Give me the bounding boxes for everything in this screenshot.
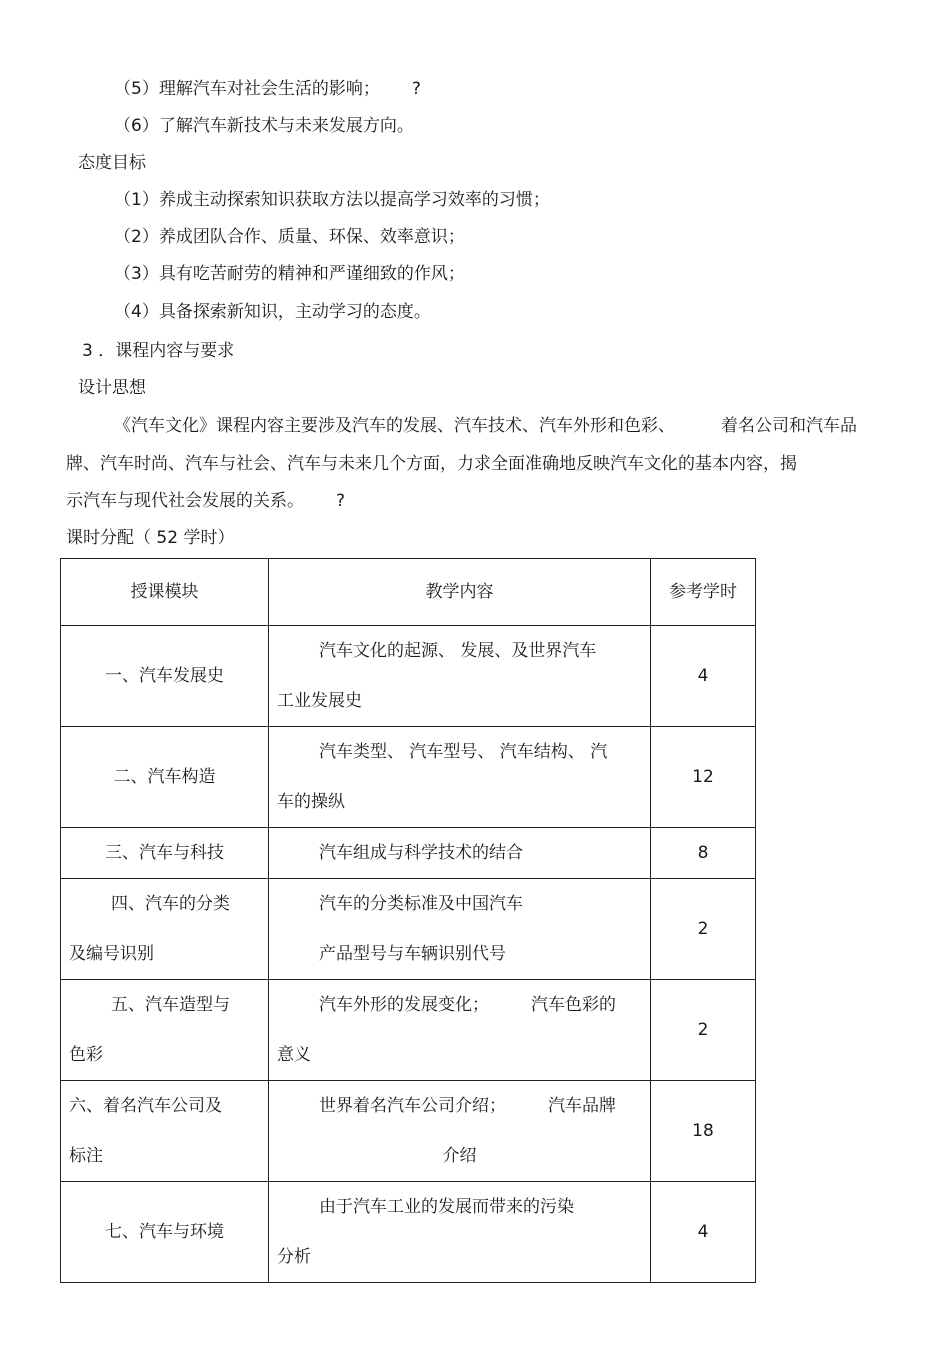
module-cell: 七、汽车与环境 xyxy=(61,1182,269,1283)
module-cell: 五、汽车造型与 色彩 xyxy=(61,980,269,1081)
hours-cell: 18 xyxy=(651,1081,756,1182)
table-row xyxy=(61,727,756,828)
hours-cell: 2 xyxy=(651,980,756,1081)
table-row xyxy=(61,1182,756,1283)
course-table xyxy=(60,558,756,1283)
module-cell: 四、汽车的分类 及编号识别 xyxy=(61,879,269,980)
section-3-heading: 3 ．课程内容与要求 xyxy=(82,341,235,361)
attitude-item: （4）具备探索新知识，主动学习的态度。 xyxy=(114,302,431,322)
table-row xyxy=(61,980,756,1081)
content-cell: 汽车组成与科学技术的结合 xyxy=(269,828,651,879)
table-row xyxy=(61,879,756,980)
design-paragraph-line-3: 示汽车与现代社会发展的关系。 ? xyxy=(66,491,346,511)
hours-cell: 8 xyxy=(651,828,756,879)
module-cell: 二、汽车构造 xyxy=(61,727,269,828)
module-cell: 三、汽车与科技 xyxy=(61,828,269,879)
table-row xyxy=(61,626,756,727)
question-mark: ? xyxy=(336,491,346,511)
goal-6: （6）了解汽车新技术与未来发展方向。 xyxy=(114,116,414,136)
question-mark: ? xyxy=(411,79,421,99)
content-cell: 汽车外形的发展变化； 汽车色彩的 意义 xyxy=(269,980,651,1081)
module-cell: 六、着名汽车公司及 标注 xyxy=(61,1081,269,1182)
content-cell: 汽车类型、 汽车型号、 汽车结构、 汽 车的操纵 xyxy=(269,727,651,828)
header-hours: 参考学时 xyxy=(651,559,756,626)
design-heading: 设计思想 xyxy=(78,378,146,398)
table-row xyxy=(61,828,756,879)
hours-cell: 2 xyxy=(651,879,756,980)
content-cell: 汽车文化的起源、 发展、及世界汽车 工业发展史 xyxy=(269,626,651,727)
attitude-item: （3）具有吃苦耐劳的精神和严谨细致的作风； xyxy=(114,264,465,284)
module-cell: 一、汽车发展史 xyxy=(61,626,269,727)
hours-heading: 课时分配（ 52 学时） xyxy=(66,528,235,548)
hours-cell: 4 xyxy=(651,1182,756,1283)
header-module: 授课模块 xyxy=(61,559,269,626)
attitude-heading: 态度目标 xyxy=(78,153,146,173)
attitude-item: （1）养成主动探索知识获取方法以提高学习效率的习惯； xyxy=(114,190,550,210)
design-paragraph-line-2: 牌、汽车时尚、汽车与社会、汽车与未来几个方面，力求全面准确地反映汽车文化的基本内容，揭 xyxy=(66,454,797,474)
content-cell: 汽车的分类标准及中国汽车 产品型号与车辆识别代号 xyxy=(269,879,651,980)
table-row xyxy=(61,1081,756,1182)
attitude-item: （2）养成团队合作、质量、环保、效率意识； xyxy=(114,227,465,247)
goal-5: （5）理解汽车对社会生活的影响； ? xyxy=(114,79,421,99)
content-cell: 世界着名汽车公司介绍； 汽车品牌 介绍 xyxy=(269,1081,651,1182)
table-header-row xyxy=(61,559,756,626)
design-paragraph-line-1: 《汽车文化》课程内容主要涉及汽车的发展、汽车技术、汽车外形和色彩、 着名公司和汽车品 xyxy=(114,416,857,436)
content-cell: 由于汽车工业的发展而带来的污染 分析 xyxy=(269,1182,651,1283)
hours-cell: 12 xyxy=(651,727,756,828)
hours-cell: 4 xyxy=(651,626,756,727)
header-content: 教学内容 xyxy=(269,559,651,626)
